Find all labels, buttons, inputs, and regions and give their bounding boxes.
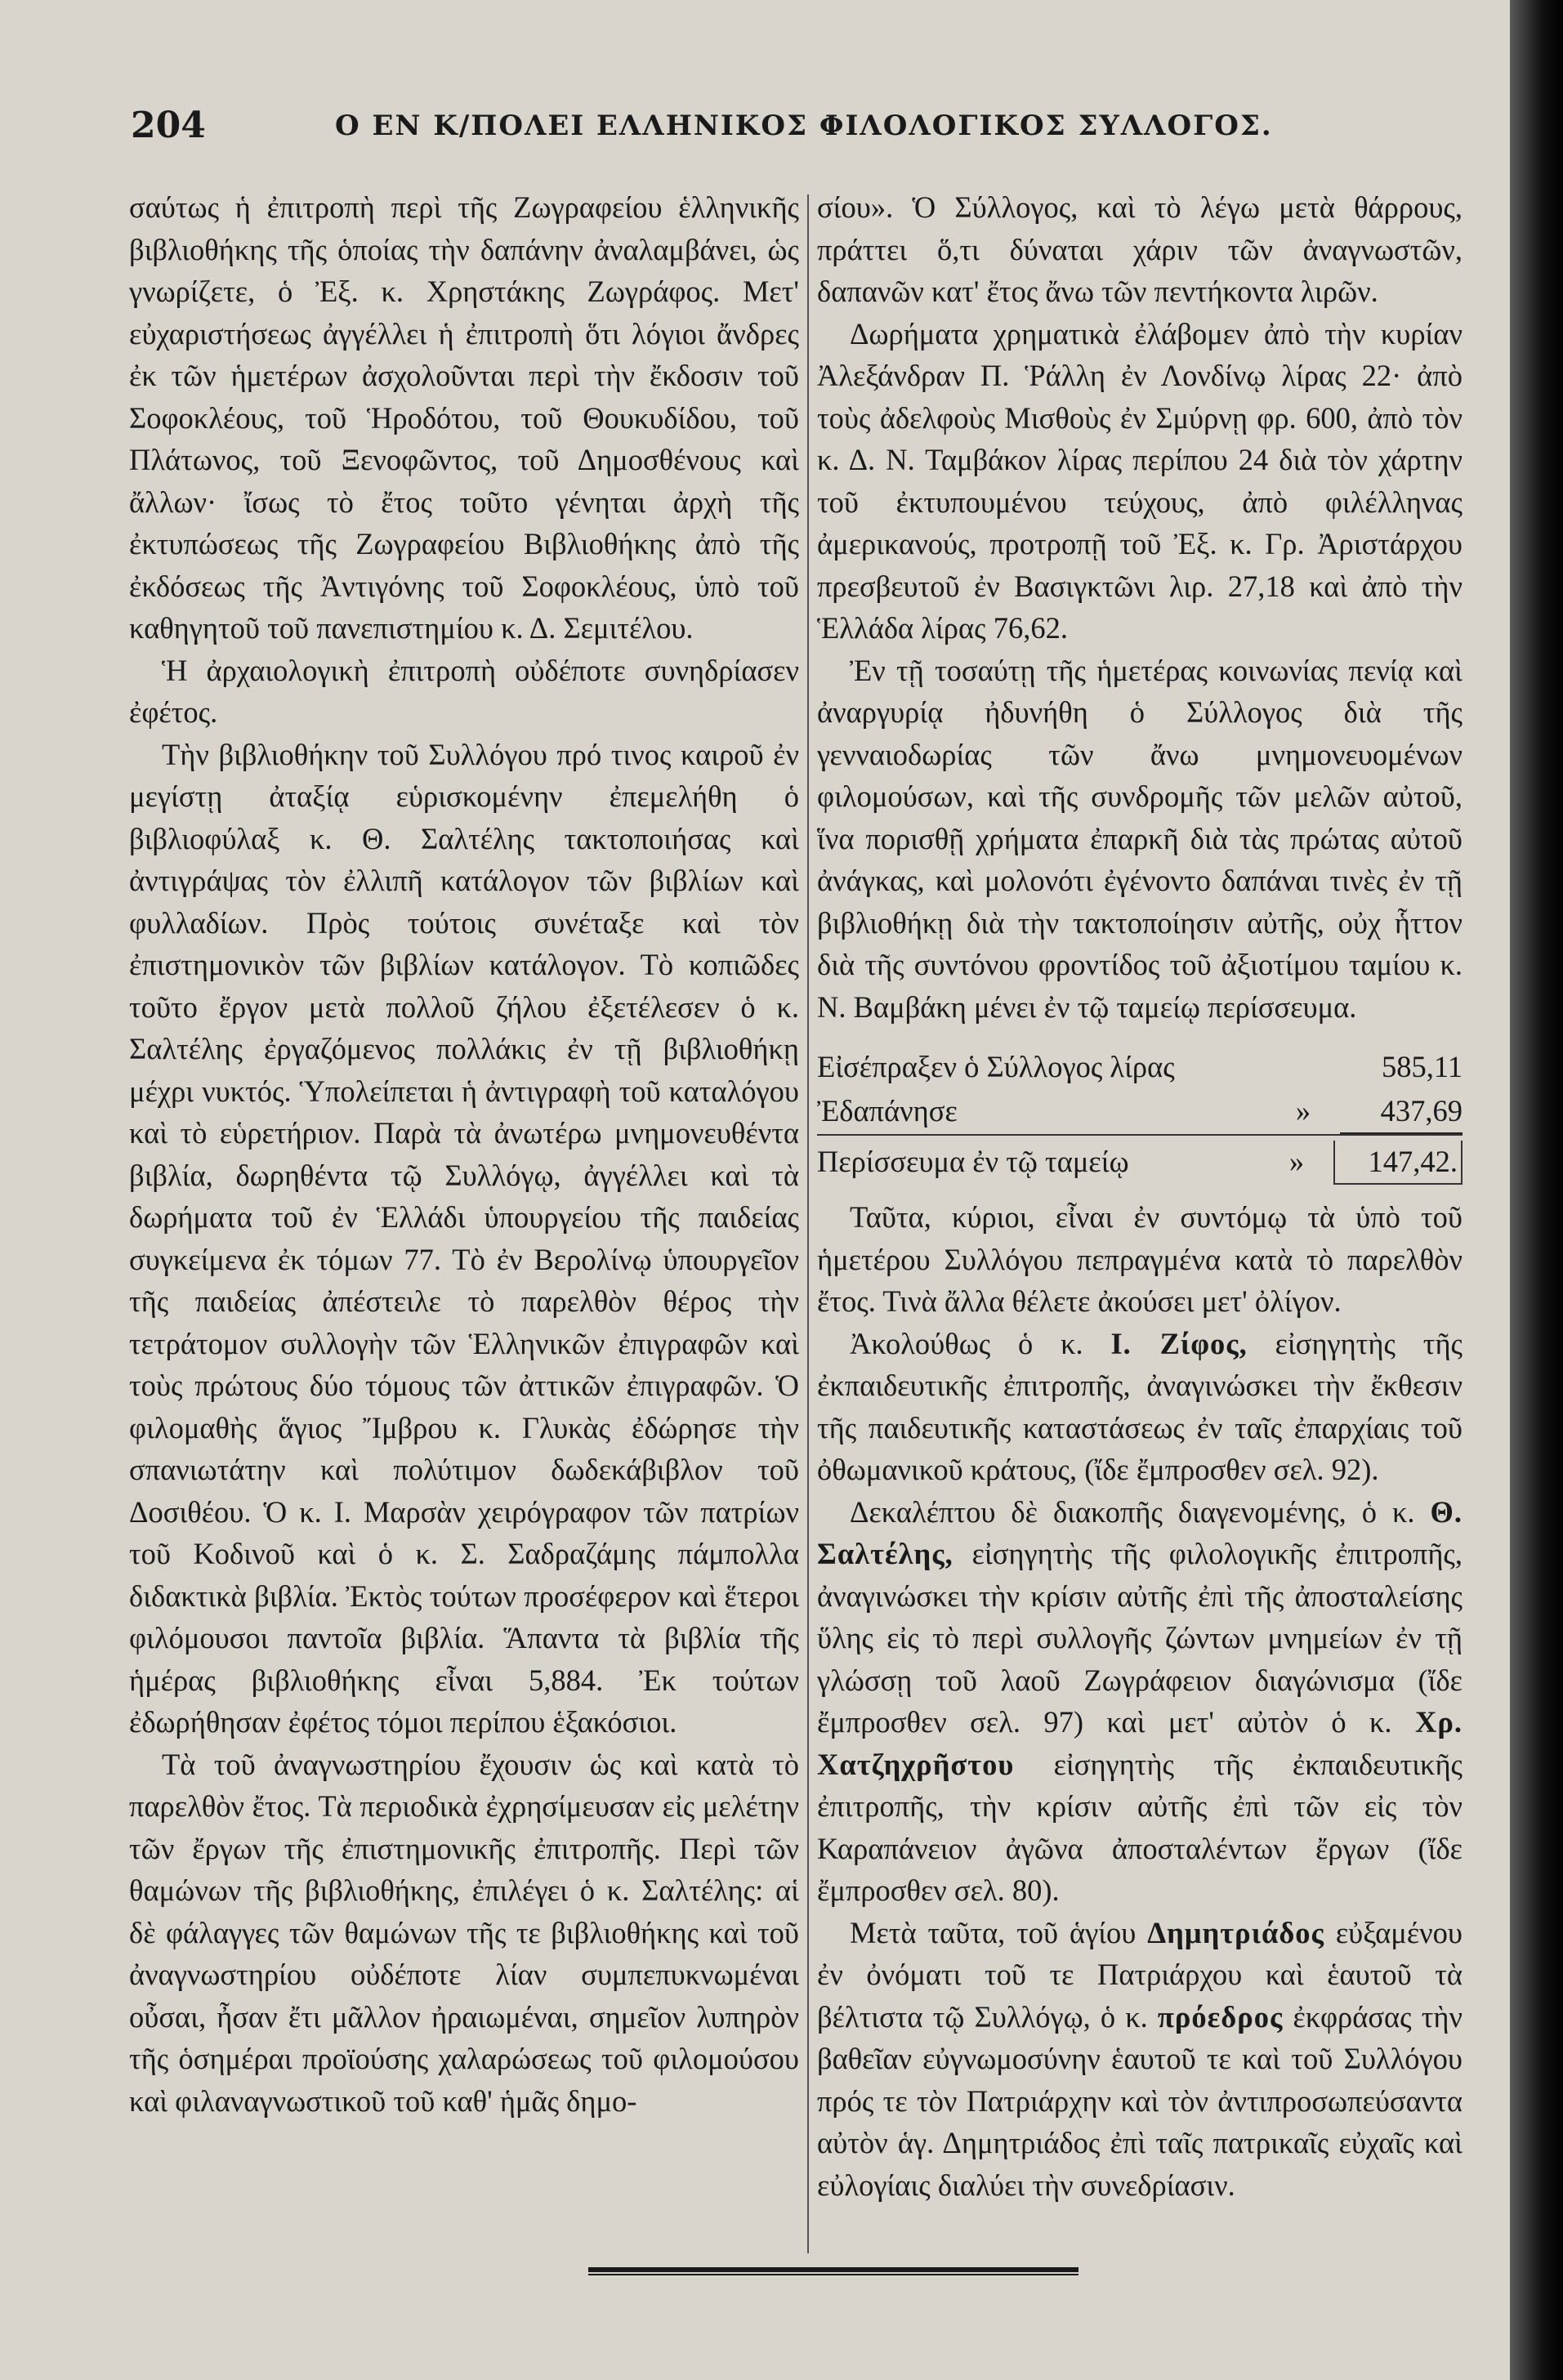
- end-rule: [588, 2267, 1078, 2275]
- speaker-name: Θ. Σαλτέλης,: [817, 1494, 1463, 1570]
- speaker-name: Ι. Ζίφος,: [1110, 1326, 1248, 1360]
- speaker-name: Δημητριάδος: [1147, 1915, 1324, 1949]
- left-paragraph-4: Τὰ τοῦ ἀναγνωστηρίου ἔχουσιν ὡς καὶ κατὰ τὸ παρελθὸν ἔτος. Τὰ περιοδικὰ ἐχρησίμευσαν εἰς μελέτην τῶν ἔργων τῆς ἐπιστημονικῆς ἐπιτροπῆς. Περὶ τῶν θαμώνων τῆς βιβλιοθήκης, ἐπιλέγει ὁ κ. Σαλτέλης: αἱ δὲ φάλαγγες τῶν θαμώνων τῆς τε βιβλιοθήκης καὶ τοῦ ἀναγνωστηρίου οὐδέποτε λίαν συμπεπυκνωμέναι οὖσαι, ἦσαν ἔτι μᾶλλον ἠραιωμέναι, σημεῖον λυπηρὸν τῆς ὁσημέραι προϊούσης χαλαρώσεως τοῦ φιλομούσου καὶ φιλαναγνωστικοῦ τοῦ καθ' ἡμᾶς δημο-: [129, 1747, 799, 2118]
- account-label: Περίσσευμα ἐν τῷ ταμείῳ: [817, 1145, 1129, 1178]
- ditto-mark: »: [1295, 1094, 1311, 1127]
- right-column: [817, 186, 1463, 2206]
- left-paragraph-1: σαύτως ἡ ἐπιτροπὴ περὶ τῆς Ζωγραφείου ἑλληνικῆς βιβλιοθήκης τῆς ὁποίας τὴν δαπάνην ἀναλαμβάνει, ὡς γνωρίζετε, ὁ Ἐξ. κ. Χρηστάκης Ζωγράφος. Μετ' εὐχαριστήσεως ἀγγέλλει ἡ ἐπιτροπὴ ὅτι λόγιοι ἄνδρες ἐκ τῶν ἡμετέρων ἀσχολοῦνται περὶ τὴν ἔκδοσιν τοῦ Σοφοκλέους, τοῦ Ἡροδότου, τοῦ Θουκυδίδου, τοῦ Πλάτωνος, τοῦ Ξενοφῶντος, τοῦ Δημοσθένους καὶ ἄλλων· ἴσως τὸ ἔτος τοῦτο γένηται ἀρχὴ τῆς ἐκτυπώσεως τῆς Ζωγραφείου Βιβλιοθήκης ἀπὸ τῆς ἐκδόσεως τῆς Ἀντιγόνης τοῦ Σοφοκλέους, ὑπὸ τοῦ καθηγητοῦ τοῦ πανεπιστημίου κ. Δ. Σεμιτέλου.: [129, 190, 799, 645]
- account-row-surplus: [817, 1134, 1463, 1185]
- end-rule-thin-line: [588, 2274, 1078, 2275]
- left-column: [129, 186, 799, 2122]
- text-run: εἰσηγητὴς τῆς φιλολογικῆς ἐπιτροπῆς, ἀναγινώσκει τὴν κρίσιν αὐτῆς ἐπὶ τῆς ἀποσταλείσης ὕλης εἰς τὸ περὶ συλλογῆς ζώντων μνημείων ἐν τῇ γλώσσῃ τοῦ λαοῦ Ζωγράφειον διαγώνισμα (ἴδε ἔμπροσθεν σελ. 97) καὶ μετ' αὐτὸν ὁ κ.: [817, 1537, 1463, 1739]
- account-row-income: [817, 1046, 1463, 1090]
- text-run: Δεκαλέπτου δὲ διακοπῆς διαγενομένης, ὁ κ.: [850, 1494, 1431, 1529]
- account-row-expense: [817, 1090, 1463, 1134]
- account-label: Ἐδαπάνησε: [817, 1094, 958, 1127]
- column-divider: [807, 194, 809, 2253]
- text-run: εἰσηγητὴς τῆς ἐκπαιδευτικῆς ἐπιτροπῆς, ἀναγινώσκει τὴν ἔκθεσιν τῆς παιδευτικῆς καταστάσεως ἐν ταῖς ἐπαρχίαις τοῦ ὀθωμανικοῦ κράτους, (ἴδε ἔμπροσθεν σελ. 92).: [817, 1326, 1463, 1486]
- running-title: Ο ΕΝ Κ/ΠΟΛΕΙ ΕΛΛΗΝΙΚΟΣ ΦΙΛΟΛΟΓΙΚΟΣ ΣΥΛΛΟΓΟΣ.: [335, 109, 1273, 142]
- end-rule-thick-line: [588, 2267, 1078, 2272]
- right-paragraph-7: [817, 1912, 1463, 2207]
- binding-edge: [1510, 0, 1563, 2380]
- left-paragraph-3: Τὴν βιβλιοθήκην τοῦ Συλλόγου πρό τινος καιροῦ ἐν μεγίστῃ ἀταξίᾳ εὑρισκομένην ἐπεμελήθη ὁ βιβλιοφύλαξ κ. Θ. Σαλτέλης τακτοποιήσας καὶ ἀντιγράψας τὸν ἐλλιπῆ κατάλογον τῶν βιβλίων καὶ φυλλαδίων. Πρὸς τούτοις συνέταξε καὶ τὸν ἐπιστημονικὸν τῶν βιβλίων κατάλογον. Τὸ κοπιῶδες τοῦτο ἔργον μετὰ πολλοῦ ζήλου ἐξετέλεσεν ὁ κ. Σαλτέλης ἐργαζόμενος πολλάκις ἐν τῇ βιβλιοθήκῃ μέχρι νυκτός. Ὑπολείπεται ἡ ἀντιγραφὴ τοῦ καταλόγου καὶ τὸ εὑρετήριον. Παρὰ τὰ ἀνωτέρω μνημονευθέντα βιβλία, δωρηθέντα τῷ Συλλόγῳ, ἀγγέλλει καὶ τὰ δωρήματα τοῦ ἐν Ἑλλάδι ὑπουργείου τῆς παιδείας συγκείμενα ἐκ τόμων 77. Τὸ ἐν Βερολίνῳ ὑπουργεῖον τῆς παιδείας ἀπέστειλε τὸ παρελθὸν θέρος τὴν τετράτομον συλλογὴν τῶν Ἑλληνικῶν ἐπιγραφῶν καὶ τοὺς πρώτους δύο τόμους τῶν ἀττικῶν ἐπιγραφῶν. Ὁ φιλομαθὴς ἅγιος Ἴμβρου κ. Γλυκὰς ἐδώρησε τὴν σπανιωτάτην καὶ πολύτιμον δωδεκάβιβλον τοῦ Δοσιθέου. Ὁ κ. Ι. Μαρσὰν χειρόγραφον τῶν πατρίων τοῦ Κοδινοῦ καὶ ὁ κ. Σ. Σαδραζάμης πάμπολλα διδακτικὰ βιβλία. Ἐκτὸς τούτων προσέφερον καὶ ἕτεροι φιλόμουσοι παντοῖα βιβλία. Ἅπαντα τὰ βιβλία τῆς ἡμέρας βιβλιοθήκης εἶναι 5,884. Ἐκ τούτων ἐδωρήθησαν ἐφέτος τόμοι περίπου ἑξακόσιοι.: [129, 737, 799, 1739]
- right-paragraph-6: [817, 1491, 1463, 1912]
- accounts-table: [817, 1046, 1463, 1185]
- left-paragraph-2: Ἡ ἀρχαιολογικὴ ἐπιτροπὴ οὐδέποτε συνηδρίασεν ἐφέτος.: [129, 653, 799, 729]
- text-run: Ἀκολούθως ὁ κ.: [850, 1326, 1111, 1360]
- speaker-name: Χρ. Χατζηχρῆστου: [817, 1705, 1463, 1781]
- right-paragraph-3: Ἐν τῇ τοσαύτῃ τῆς ἡμετέρας κοινωνίας πενίᾳ καὶ ἀναργυρίᾳ ἠδυνήθη ὁ Σύλλογος διὰ τῆς γενναιοδωρίας τῶν ἄνω μνημονευομένων φιλομούσων, καὶ τῆς συνδρομῆς τῶν μελῶν αὐτοῦ, ἵνα πορισθῇ χρήματα ἐπαρκῆ διὰ τὰς πρώτας αὐτοῦ ἀνάγκας, καὶ μολονότι ἐγένοντο δαπάναι τινὲς ἐν τῇ βιβλιοθήκῃ διὰ τὴν τακτοποίησιν αὐτῆς, οὐχ ἧττον διὰ τῆς συντόνου φροντίδος τοῦ ἀξιοτίμου ταμίου κ. Ν. Βαμβάκη μένει ἐν τῷ ταμείῳ περίσσευμα.: [817, 653, 1463, 1024]
- right-paragraph-5: [817, 1323, 1463, 1491]
- right-paragraph-4: Ταῦτα, κύριοι, εἶναι ἐν συντόμῳ τὰ ὑπὸ τοῦ ἡμετέρου Συλλόγου πεπραγμένα κατὰ τὸ παρελθὸν ἔτος. Τινὰ ἄλλα θέλετε ἀκούσει μετ' ὀλίγον.: [817, 1200, 1463, 1318]
- speaker-name: πρόεδρος: [1157, 1999, 1284, 2034]
- page-number: 204: [131, 105, 206, 146]
- text-run: εὐξαμένου ἐν ὀνόματι τοῦ τε Πατριάρχου καὶ ἑαυτοῦ τὰ βέλτιστα τῷ Συλλόγῳ, ὁ κ.: [817, 1915, 1463, 2034]
- right-paragraph-2: Δωρήματα χρηματικὰ ἐλάβομεν ἀπὸ τὴν κυρίαν Ἀλεξάνδραν Π. Ῥάλλη ἐν Λονδίνῳ λίρας 22· ἀπὸ τοὺς ἀδελφοὺς Μισθοὺς ἐν Σμύρνῃ φρ. 600, ἀπὸ τὸν κ. Δ. Ν. Ταμβάκον λίρας περίπου 24 διὰ τὸν χάρτην τοῦ ἐκτυπουμένου τεύχους, ἀπὸ φιλέλληνας ἀμερικανούς, προτροπῇ τοῦ Ἐξ. κ. Γρ. Ἀριστάρχου πρεσβευτοῦ ἐν Βασιγκτῶνι λιρ. 27,18 καὶ ἀπὸ τὴν Ἑλλάδα λίρας 76,62.: [817, 316, 1463, 645]
- text-run: εἰσηγητὴς τῆς ἐκπαιδευτικῆς ἐπιτροπῆς, τὴν κρίσιν αὐτῆς ἐπὶ τῶν εἰς τὸν Καραπάνειον ἀγῶνα ἀποσταλέντων ἔργων (ἴδε ἔμπροσθεν σελ. 80).: [817, 1747, 1463, 1907]
- running-header: [131, 105, 1307, 162]
- account-amount: 585,11: [1381, 1050, 1463, 1083]
- right-paragraph-1: σίου». Ὁ Σύλλογος, καὶ τὸ λέγω μετὰ θάρρους, πράττει ὅ,τι δύναται χάριν τῶν ἀναγνωστῶν, δαπανῶν κατ' ἔτος ἄνω τῶν πεντήκοντα λιρῶν.: [817, 190, 1463, 308]
- account-amount: 147,42.: [1333, 1141, 1463, 1185]
- account-amount: 437,69: [1340, 1090, 1463, 1134]
- ditto-mark: »: [1288, 1145, 1305, 1178]
- text-run: Μετὰ ταῦτα, τοῦ ἁγίου: [850, 1915, 1148, 1949]
- account-label: Εἰσέπραξεν ὁ Σύλλογος λίρας: [817, 1050, 1175, 1083]
- text-run: ἐκφράσας τὴν βαθεῖαν εὐγνωμοσύνην ἑαυτοῦ τε καὶ τοῦ Συλλόγου πρός τε τὸν Πατριάρχην καὶ τὸν ἀντιπροσωπεύσαντα αὐτὸν ἁγ. Δημητριάδος ἐπὶ ταῖς πατρικαῖς εὐχαῖς καὶ εὐλογίαις διαλύει τὴν συνεδρίασιν.: [817, 1999, 1463, 2202]
